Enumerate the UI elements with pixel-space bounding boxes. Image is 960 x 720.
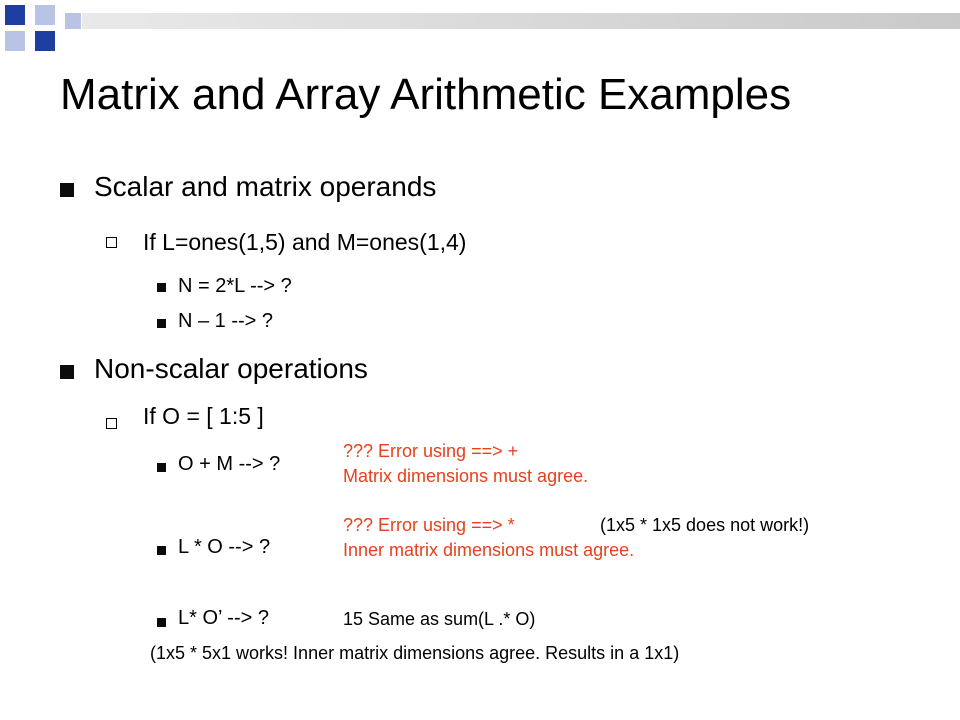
decor-square-dark [35, 31, 55, 51]
header-gradient-bar [82, 13, 960, 29]
answer-note: (1x5 * 1x5 does not work!) [600, 515, 810, 535]
bullet-square-icon [157, 463, 166, 472]
decor-square-dark [5, 5, 25, 25]
section-heading: Non-scalar operations [94, 353, 368, 384]
list-item: L * O --> ? [178, 536, 271, 558]
bullet-square-icon [157, 319, 166, 328]
list-item: N = 2*L --> ? [178, 275, 292, 297]
footnote: (1x5 * 5x1 works! Inner matrix dimensions agree. Results in a 1x1) [150, 643, 680, 663]
bullet-square-icon [157, 546, 166, 555]
error-message-line: ??? Error using ==> * [343, 515, 515, 535]
hollow-square-bullet-icon [106, 418, 117, 429]
answer-text: 15 Same as sum(L .* O) [343, 609, 536, 629]
list-item: N – 1 --> ? [178, 310, 274, 332]
list-item: O + M --> ? [178, 453, 281, 475]
error-message-line: ??? Error using ==> + [343, 441, 519, 461]
decor-square-light [35, 5, 55, 25]
error-message-line: Matrix dimensions must agree. [343, 466, 589, 486]
header-decoration [0, 0, 960, 60]
slide-title: Matrix and Array Arithmetic Examples [60, 70, 792, 119]
bullet-square-icon [157, 618, 166, 627]
hollow-square-bullet-icon [106, 237, 117, 248]
error-message-line: Inner matrix dimensions must agree. [343, 540, 635, 560]
bullet-square-icon [60, 365, 74, 379]
decor-square-light [5, 31, 25, 51]
bullet-square-icon [60, 183, 74, 197]
list-item: L* O’ --> ? [178, 607, 269, 629]
decor-square-light [65, 13, 81, 29]
sub-heading: If L=ones(1,5) and M=ones(1,4) [143, 229, 467, 255]
bullet-square-icon [157, 283, 166, 292]
section-heading: Scalar and matrix operands [94, 171, 437, 202]
sub-heading: If O = [ 1:5 ] [143, 403, 264, 429]
